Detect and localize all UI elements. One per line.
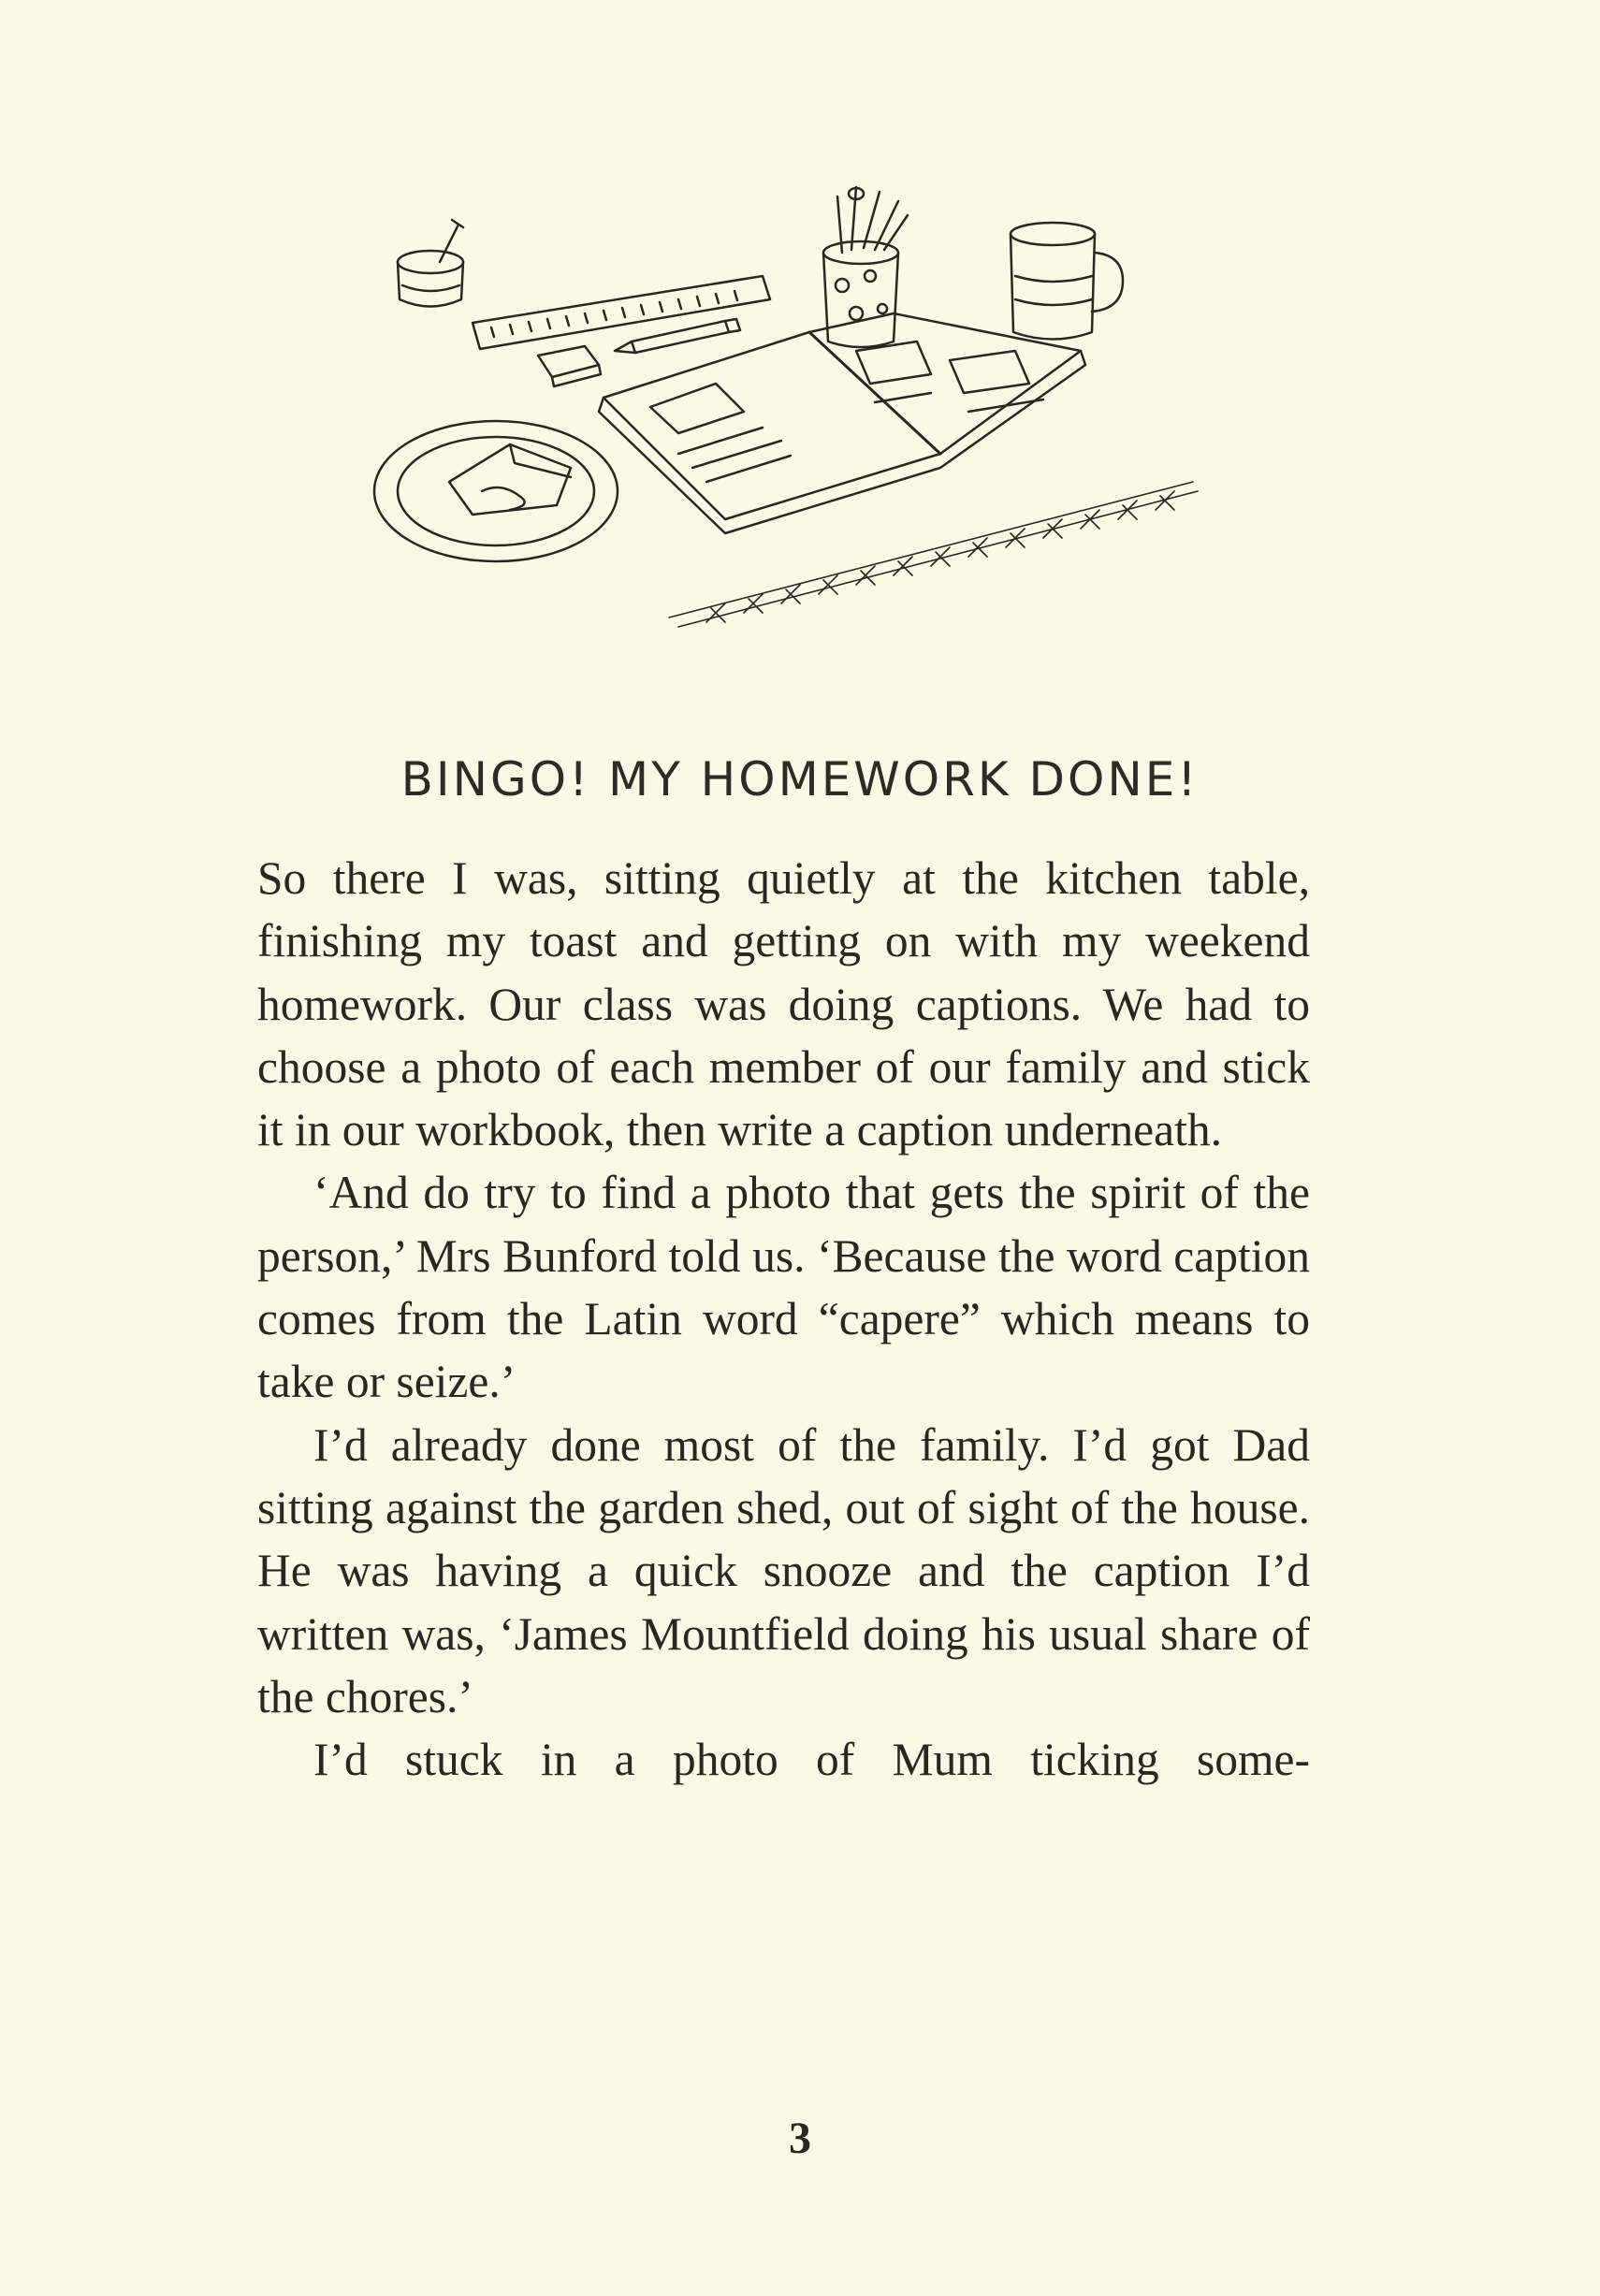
paragraph-1: So there I was, sitting quietly at the kitchen table, finishing my toast and getting on with my weekend homework. Our class was doing captions. We had to choose a photo of each member of our family and stick it in our workbook, then write a caption underneath.	[257, 852, 1310, 1156]
pen-pot-icon	[823, 187, 908, 347]
table-edge-hatching	[669, 482, 1198, 627]
glue-pot-icon	[398, 220, 463, 307]
chapter-title: BINGO! MY HOMEWORK DONE!	[400, 751, 1200, 807]
chapter-body	[257, 847, 1310, 1791]
paragraph-2: ‘And do try to find a photo that gets the spirit of the person,’ Mrs Bunford told us. ‘Because the word caption comes from the Latin word “capere” which means to take or seize.’	[257, 1167, 1310, 1408]
plate-with-toast-icon	[374, 421, 618, 561]
page-number: 3	[789, 2114, 811, 2163]
pencil-icon	[615, 319, 740, 353]
ruler-icon	[473, 276, 770, 349]
eraser-icon	[538, 346, 601, 386]
paragraph-3: I’d already done most of the family. I’d got Dad sitting against the garden shed, out of sight of the house. He was having a quick snooze and the caption I’d written was, ‘James Mountfield doing his usual share of the chores.’	[257, 1418, 1310, 1722]
paragraph-4: I’d stuck in a photo of Mum ticking some-	[313, 1734, 1310, 1786]
desk-homework-illustration	[370, 182, 1212, 650]
mug-icon	[1011, 223, 1123, 340]
